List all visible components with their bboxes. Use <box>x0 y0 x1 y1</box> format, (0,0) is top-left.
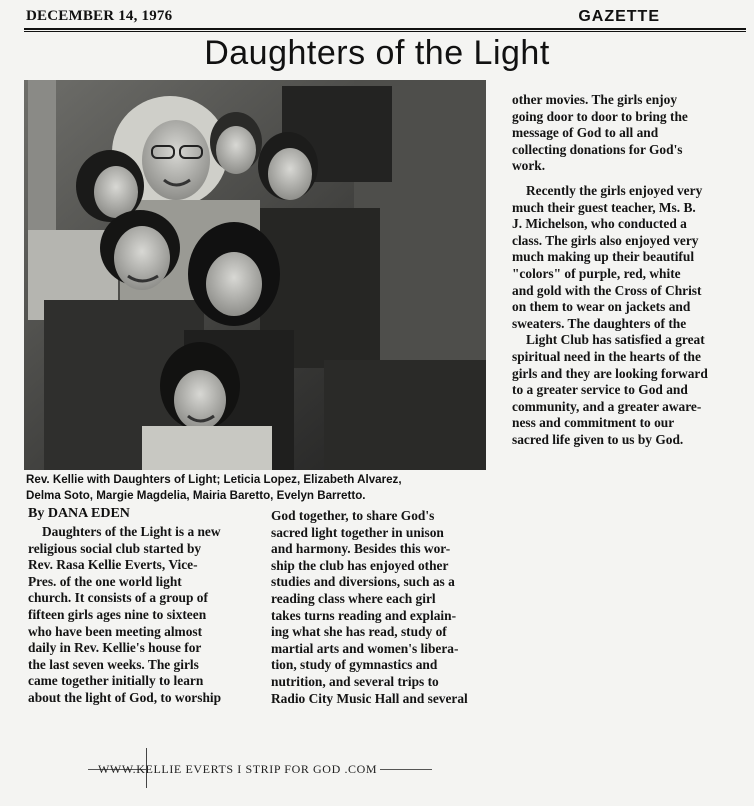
text-line: "colors" of purple, red, white <box>512 265 681 281</box>
article-column-1 <box>28 524 258 707</box>
text-line: much making up their beautiful <box>512 249 695 265</box>
text-line: church. It consists of a group of <box>28 590 208 606</box>
watermark-text: WWW.KELLIE EVERTS I STRIP FOR GOD .COM <box>98 762 378 776</box>
text-line: ship the club has enjoyed other <box>271 557 449 573</box>
text-line: sacred light together in unison <box>271 524 444 540</box>
text-line: religious social club started by <box>28 540 202 556</box>
text-line: daily in Rev. Kellie's house for <box>28 640 202 656</box>
text-line: came together initially to learn <box>28 673 204 689</box>
newspaper-name: GAZETTE <box>578 8 660 25</box>
text-line: on them to wear on jackets and <box>512 299 691 315</box>
group-photo <box>24 80 486 470</box>
text-line: and gold with the Cross of Christ <box>512 282 702 298</box>
text-line: J. Michelson, who conducted a <box>512 216 687 232</box>
text-line: much their guest teacher, Ms. B. <box>512 199 696 215</box>
watermark-line-right <box>380 769 432 770</box>
text-line: the last seven weeks. The girls <box>28 656 199 672</box>
text-line: takes turns reading and explain- <box>271 607 457 623</box>
text-line: Radio City Music Hall and several <box>271 690 468 706</box>
photo-caption <box>26 472 491 504</box>
text-line: class. The girls also enjoyed very <box>512 232 699 248</box>
text-line: reading class where each girl <box>271 590 436 606</box>
text-line: Pres. of the one world light <box>28 573 182 589</box>
text-line: spiritual need in the hearts of the <box>512 348 701 364</box>
issue-date: DECEMBER 14, 1976 <box>26 8 173 24</box>
text-line: community, and a greater aware- <box>512 398 702 414</box>
text-line: message of God to all and <box>512 125 659 141</box>
text-line: and harmony. Besides this wor- <box>271 541 451 557</box>
text-line: martial arts and women's libera- <box>271 640 459 656</box>
text-line: sweaters. The daughters of the <box>512 315 687 331</box>
text-line: other movies. The girls enjoy <box>512 92 678 107</box>
text-line: Daughters of the Light is a new <box>42 524 221 539</box>
article-column-3 <box>512 92 742 448</box>
text-line: ness and commitment to our <box>512 415 675 431</box>
text-line: God together, to share God's <box>271 508 435 523</box>
text-line: Light Club has satisfied a great <box>526 332 705 348</box>
headline: Daughters of the Light <box>204 34 550 72</box>
article-column-2 <box>271 508 496 707</box>
text-line: girls and they are looking forward <box>512 365 708 381</box>
caption-line: Delma Soto, Margie Magdelia, Mairia Baretto, Evelyn Barretto. <box>26 489 366 502</box>
masthead-rule-thin <box>24 31 746 32</box>
byline: By DANA EDEN <box>28 506 130 521</box>
text-line: nutrition, and several trips to <box>271 673 439 689</box>
text-line: going door to door to bring the <box>512 108 688 124</box>
text-line: Recently the girls enjoyed very <box>526 182 703 198</box>
text-line: about the light of God, to worship <box>28 689 222 705</box>
text-line: who have been meeting almost <box>28 623 203 639</box>
text-line: collecting donations for God's <box>512 141 683 157</box>
masthead-rule <box>24 28 746 30</box>
caption-line: Rev. Kellie with Daughters of Light; Leticia Lopez, Elizabeth Alvarez, <box>26 473 402 486</box>
text-line: tion, study of gymnastics and <box>271 657 438 673</box>
text-line: ing what she has read, study of <box>271 624 447 640</box>
text-line: Rev. Rasa Kellie Everts, Vice- <box>28 557 198 573</box>
text-line: sacred life given to us by God. <box>512 431 684 447</box>
text-line: work. <box>512 158 546 174</box>
text-line: to a greater service to God and <box>512 382 688 398</box>
text-line: studies and diversions, such as a <box>271 574 455 590</box>
text-line: fifteen girls ages nine to sixteen <box>28 606 207 622</box>
